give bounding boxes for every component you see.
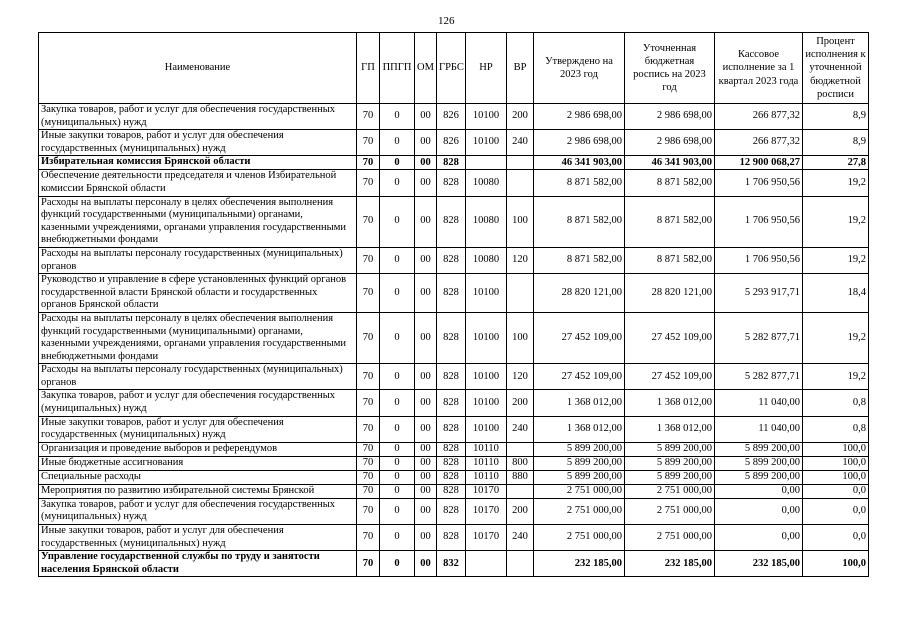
cell-grbs: 828 (437, 442, 466, 456)
header-grbs: ГРБС (437, 33, 466, 104)
cell-ppgp: 0 (380, 525, 415, 551)
cell-approved: 28 820 121,00 (534, 274, 625, 313)
cell-om: 00 (415, 274, 437, 313)
cell-cash: 11 040,00 (715, 416, 803, 442)
cell-vr: 100 (507, 196, 534, 247)
cell-np: 10110 (466, 456, 507, 470)
cell-ppgp: 0 (380, 484, 415, 498)
cell-percent: 0,8 (803, 390, 869, 416)
cell-grbs: 828 (437, 156, 466, 170)
cell-cash: 232 185,00 (715, 551, 803, 577)
table-row (39, 196, 869, 247)
table-row (39, 170, 869, 196)
cell-cash: 5 899 200,00 (715, 456, 803, 470)
table-row (39, 456, 869, 470)
cell-name: Расходы на выплаты персоналу в целях обеспечения выполнения функций государственными (муниципальными) органами, казенными учреждениями, органами управления государственными внебюджетными фондами (39, 312, 357, 363)
cell-gp: 70 (357, 525, 380, 551)
cell-cash: 5 293 917,71 (715, 274, 803, 313)
cell-gp: 70 (357, 442, 380, 456)
cell-name: Иные закупки товаров, работ и услуг для обеспечения государственных (муниципальных) нужд (39, 416, 357, 442)
cell-np: 10170 (466, 484, 507, 498)
cell-gp: 70 (357, 364, 380, 390)
cell-gp: 70 (357, 170, 380, 196)
cell-cash: 5 282 877,71 (715, 312, 803, 363)
cell-percent: 19,2 (803, 312, 869, 363)
table-row (39, 156, 869, 170)
cell-om: 00 (415, 456, 437, 470)
cell-om: 00 (415, 442, 437, 456)
cell-approved: 2 986 698,00 (534, 130, 625, 156)
cell-approved: 5 899 200,00 (534, 456, 625, 470)
cell-percent: 100,0 (803, 442, 869, 456)
cell-approved: 232 185,00 (534, 551, 625, 577)
header-vr: ВР (507, 33, 534, 104)
table-header (39, 33, 869, 104)
cell-name: Организация и проведение выборов и референдумов (39, 442, 357, 456)
cell-om: 00 (415, 551, 437, 577)
cell-percent: 19,2 (803, 364, 869, 390)
cell-grbs: 828 (437, 274, 466, 313)
cell-gp: 70 (357, 470, 380, 484)
table-row (39, 525, 869, 551)
cell-percent: 19,2 (803, 196, 869, 247)
cell-name: Иные закупки товаров, работ и услуг для обеспечения государственных (муниципальных) нужд (39, 525, 357, 551)
table-row (39, 390, 869, 416)
cell-om: 00 (415, 416, 437, 442)
cell-approved: 27 452 109,00 (534, 312, 625, 363)
header-percent: Процент исполнения к уточненной бюджетной росписи (803, 33, 869, 104)
cell-cash: 266 877,32 (715, 130, 803, 156)
cell-name: Расходы на выплаты персоналу государственных (муниципальных) органов (39, 247, 357, 273)
cell-cash: 1 706 950,56 (715, 170, 803, 196)
cell-percent: 0,0 (803, 498, 869, 524)
cell-grbs: 832 (437, 551, 466, 577)
cell-refined: 27 452 109,00 (625, 312, 715, 363)
cell-percent: 100,0 (803, 456, 869, 470)
cell-gp: 70 (357, 416, 380, 442)
cell-om: 00 (415, 196, 437, 247)
cell-grbs: 828 (437, 390, 466, 416)
cell-np: 10080 (466, 196, 507, 247)
cell-vr: 240 (507, 416, 534, 442)
cell-grbs: 828 (437, 525, 466, 551)
cell-om: 00 (415, 130, 437, 156)
cell-cash: 1 706 950,56 (715, 196, 803, 247)
cell-ppgp: 0 (380, 416, 415, 442)
cell-np: 10080 (466, 170, 507, 196)
cell-vr: 880 (507, 470, 534, 484)
cell-refined: 5 899 200,00 (625, 470, 715, 484)
cell-ppgp: 0 (380, 130, 415, 156)
cell-vr (507, 484, 534, 498)
table-row (39, 312, 869, 363)
cell-np: 10170 (466, 525, 507, 551)
page-number: 126 (438, 15, 455, 27)
cell-cash: 5 282 877,71 (715, 364, 803, 390)
cell-name: Руководство и управление в сфере установленных функций органов государственной власти Брянской области и государственных органов Брянской области (39, 274, 357, 313)
header-ppgp: ППГП (380, 33, 415, 104)
header-approved: Утверждено на 2023 год (534, 33, 625, 104)
cell-grbs: 828 (437, 484, 466, 498)
cell-ppgp: 0 (380, 456, 415, 470)
cell-percent: 100,0 (803, 470, 869, 484)
cell-refined: 8 871 582,00 (625, 170, 715, 196)
cell-name: Иные бюджетные ассигнования (39, 456, 357, 470)
cell-np: 10100 (466, 274, 507, 313)
cell-vr: 120 (507, 364, 534, 390)
cell-approved: 1 368 012,00 (534, 416, 625, 442)
cell-ppgp: 0 (380, 498, 415, 524)
cell-refined: 5 899 200,00 (625, 442, 715, 456)
cell-name: Специальные расходы (39, 470, 357, 484)
cell-gp: 70 (357, 390, 380, 416)
cell-percent: 100,0 (803, 551, 869, 577)
header-np: НР (466, 33, 507, 104)
header-gp: ГП (357, 33, 380, 104)
cell-om: 00 (415, 498, 437, 524)
cell-ppgp: 0 (380, 156, 415, 170)
header-refined: Уточненная бюджетная роспись на 2023 год (625, 33, 715, 104)
cell-percent: 27,8 (803, 156, 869, 170)
cell-ppgp: 0 (380, 470, 415, 484)
cell-name: Управление государственной службы по труду и занятости населения Брянской области (39, 551, 357, 577)
cell-gp: 70 (357, 312, 380, 363)
table-row (39, 416, 869, 442)
cell-grbs: 828 (437, 416, 466, 442)
cell-approved: 1 368 012,00 (534, 390, 625, 416)
cell-grbs: 828 (437, 498, 466, 524)
cell-om: 00 (415, 104, 437, 130)
header-name: Наименование (39, 33, 357, 104)
cell-refined: 2 986 698,00 (625, 130, 715, 156)
cell-refined: 232 185,00 (625, 551, 715, 577)
cell-grbs: 826 (437, 130, 466, 156)
cell-approved: 2 751 000,00 (534, 525, 625, 551)
cell-cash: 5 899 200,00 (715, 442, 803, 456)
cell-vr (507, 156, 534, 170)
cell-approved: 2 986 698,00 (534, 104, 625, 130)
cell-vr (507, 274, 534, 313)
cell-approved: 46 341 903,00 (534, 156, 625, 170)
cell-np (466, 551, 507, 577)
cell-gp: 70 (357, 551, 380, 577)
cell-ppgp: 0 (380, 312, 415, 363)
cell-name: Расходы на выплаты персоналу государственных (муниципальных) органов (39, 364, 357, 390)
cell-approved: 8 871 582,00 (534, 247, 625, 273)
cell-np: 10100 (466, 364, 507, 390)
table-row (39, 442, 869, 456)
cell-vr: 240 (507, 130, 534, 156)
cell-approved: 8 871 582,00 (534, 170, 625, 196)
cell-refined: 2 751 000,00 (625, 484, 715, 498)
cell-percent: 0,0 (803, 525, 869, 551)
cell-name: Мероприятия по развитию избирательной системы Брянской (39, 484, 357, 498)
cell-cash: 0,00 (715, 498, 803, 524)
cell-vr: 100 (507, 312, 534, 363)
cell-name: Закупка товаров, работ и услуг для обеспечения государственных (муниципальных) нужд (39, 498, 357, 524)
cell-ppgp: 0 (380, 390, 415, 416)
cell-ppgp: 0 (380, 551, 415, 577)
cell-approved: 2 751 000,00 (534, 498, 625, 524)
cell-om: 00 (415, 170, 437, 196)
cell-refined: 2 986 698,00 (625, 104, 715, 130)
cell-om: 00 (415, 156, 437, 170)
cell-gp: 70 (357, 456, 380, 470)
cell-refined: 5 899 200,00 (625, 456, 715, 470)
cell-np: 10100 (466, 390, 507, 416)
cell-gp: 70 (357, 484, 380, 498)
cell-approved: 8 871 582,00 (534, 196, 625, 247)
cell-np: 10110 (466, 442, 507, 456)
cell-name: Избирательная комиссия Брянской области (39, 156, 357, 170)
table-row (39, 274, 869, 313)
cell-np: 10170 (466, 498, 507, 524)
cell-om: 00 (415, 470, 437, 484)
table-row (39, 551, 869, 577)
cell-vr (507, 442, 534, 456)
table-row (39, 364, 869, 390)
cell-gp: 70 (357, 104, 380, 130)
cell-name: Обеспечение деятельности председателя и членов Избирательной комиссии Брянской области (39, 170, 357, 196)
cell-percent: 19,2 (803, 247, 869, 273)
cell-vr: 240 (507, 525, 534, 551)
cell-om: 00 (415, 484, 437, 498)
cell-grbs: 828 (437, 170, 466, 196)
cell-gp: 70 (357, 130, 380, 156)
cell-refined: 27 452 109,00 (625, 364, 715, 390)
cell-grbs: 828 (437, 456, 466, 470)
cell-approved: 2 751 000,00 (534, 484, 625, 498)
cell-grbs: 828 (437, 196, 466, 247)
cell-grbs: 828 (437, 470, 466, 484)
cell-refined: 46 341 903,00 (625, 156, 715, 170)
cell-cash: 12 900 068,27 (715, 156, 803, 170)
cell-name: Иные закупки товаров, работ и услуг для обеспечения государственных (муниципальных) нужд (39, 130, 357, 156)
cell-refined: 8 871 582,00 (625, 196, 715, 247)
cell-np: 10100 (466, 312, 507, 363)
cell-om: 00 (415, 525, 437, 551)
cell-ppgp: 0 (380, 247, 415, 273)
table-row (39, 498, 869, 524)
cell-grbs: 828 (437, 247, 466, 273)
table-body (39, 104, 869, 577)
cell-om: 00 (415, 390, 437, 416)
cell-vr (507, 551, 534, 577)
cell-gp: 70 (357, 196, 380, 247)
table-row (39, 470, 869, 484)
cell-np: 10100 (466, 104, 507, 130)
table-row (39, 104, 869, 130)
cell-refined: 1 368 012,00 (625, 390, 715, 416)
cell-ppgp: 0 (380, 274, 415, 313)
cell-cash: 5 899 200,00 (715, 470, 803, 484)
cell-percent: 8,9 (803, 130, 869, 156)
cell-vr: 200 (507, 498, 534, 524)
cell-approved: 5 899 200,00 (534, 442, 625, 456)
cell-ppgp: 0 (380, 104, 415, 130)
cell-percent: 18,4 (803, 274, 869, 313)
cell-gp: 70 (357, 247, 380, 273)
cell-np (466, 156, 507, 170)
cell-np: 10100 (466, 416, 507, 442)
cell-percent: 19,2 (803, 170, 869, 196)
cell-name: Расходы на выплаты персоналу в целях обеспечения выполнения функций государственными (муниципальными) органами, казенными учреждениями, органами управления государственными внебюджетными фондами (39, 196, 357, 247)
cell-grbs: 828 (437, 312, 466, 363)
cell-percent: 8,9 (803, 104, 869, 130)
cell-ppgp: 0 (380, 442, 415, 456)
cell-om: 00 (415, 247, 437, 273)
cell-np: 10110 (466, 470, 507, 484)
cell-np: 10100 (466, 130, 507, 156)
cell-approved: 27 452 109,00 (534, 364, 625, 390)
cell-name: Закупка товаров, работ и услуг для обеспечения государственных (муниципальных) нужд (39, 390, 357, 416)
cell-grbs: 828 (437, 364, 466, 390)
cell-cash: 0,00 (715, 525, 803, 551)
header-cash: Кассовое исполнение за 1 квартал 2023 года (715, 33, 803, 104)
header-om: ОМ (415, 33, 437, 104)
cell-grbs: 826 (437, 104, 466, 130)
cell-om: 00 (415, 312, 437, 363)
table-row (39, 484, 869, 498)
cell-cash: 266 877,32 (715, 104, 803, 130)
cell-vr (507, 170, 534, 196)
cell-approved: 5 899 200,00 (534, 470, 625, 484)
cell-percent: 0,8 (803, 416, 869, 442)
budget-execution-table (38, 32, 869, 577)
cell-cash: 0,00 (715, 484, 803, 498)
cell-vr: 800 (507, 456, 534, 470)
cell-refined: 28 820 121,00 (625, 274, 715, 313)
cell-np: 10080 (466, 247, 507, 273)
cell-om: 00 (415, 364, 437, 390)
cell-cash: 1 706 950,56 (715, 247, 803, 273)
cell-vr: 200 (507, 390, 534, 416)
table-row (39, 130, 869, 156)
cell-ppgp: 0 (380, 196, 415, 247)
cell-gp: 70 (357, 498, 380, 524)
cell-vr: 200 (507, 104, 534, 130)
cell-gp: 70 (357, 274, 380, 313)
cell-ppgp: 0 (380, 170, 415, 196)
cell-vr: 120 (507, 247, 534, 273)
cell-refined: 2 751 000,00 (625, 525, 715, 551)
cell-gp: 70 (357, 156, 380, 170)
cell-refined: 1 368 012,00 (625, 416, 715, 442)
cell-refined: 8 871 582,00 (625, 247, 715, 273)
cell-cash: 11 040,00 (715, 390, 803, 416)
table-row (39, 247, 869, 273)
cell-name: Закупка товаров, работ и услуг для обеспечения государственных (муниципальных) нужд (39, 104, 357, 130)
cell-refined: 2 751 000,00 (625, 498, 715, 524)
cell-ppgp: 0 (380, 364, 415, 390)
cell-percent: 0,0 (803, 484, 869, 498)
